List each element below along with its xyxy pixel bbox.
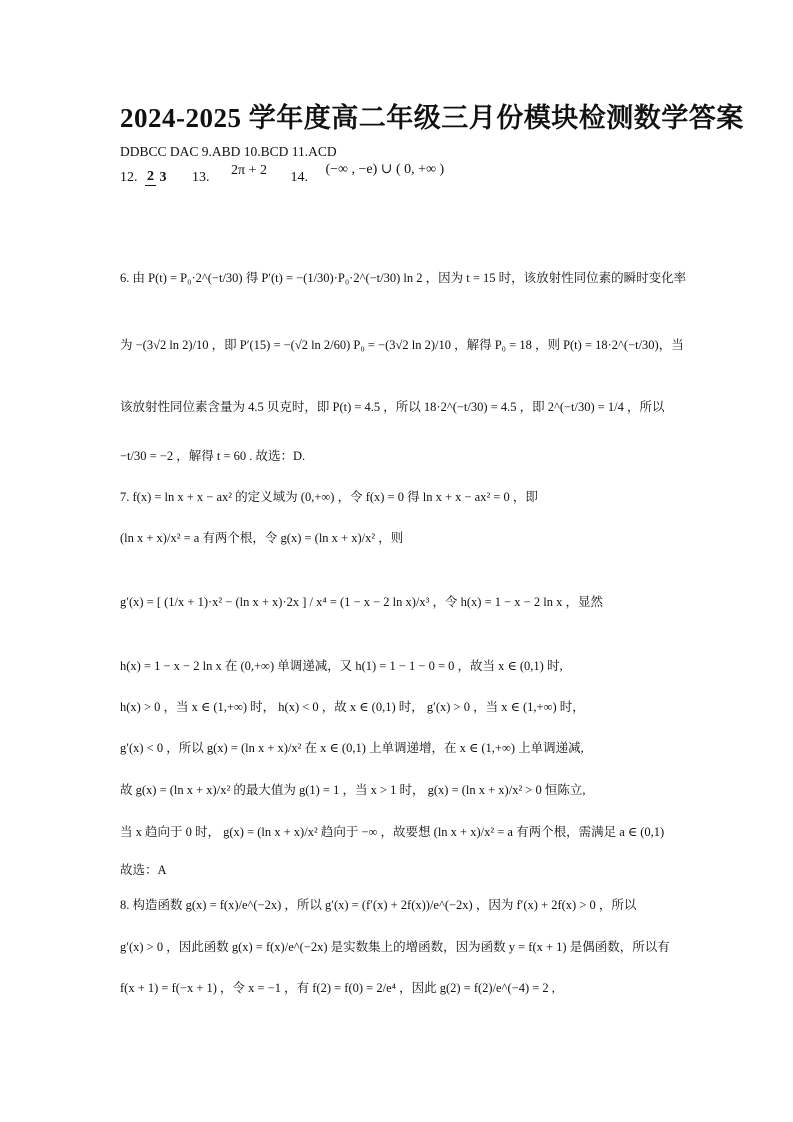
multiple-choice-answers: DDBCC DAC 9.ABD 10.BCD 11.ACD [120,144,337,159]
q12-denominator: 3 [159,169,167,185]
solution-line: (ln x + x)/x² = a 有两个根，令 g(x) = (ln x + x)/x² ，则 [120,531,404,545]
solution-line: 8. 构造函数 g(x) = f(x)/e^(−2x) ，所以 g′(x) = (f′(x) + 2f(x))/e^(−2x) ，因为 f′(x) + 2f(x) > 0 ，所以 [120,898,637,912]
solution-line: g′(x) > 0 ，因此函数 g(x) = f(x)/e^(−2x) 是实数集上的增函数，因为函数 y = f(x + 1) 是偶函数，所以有 [120,940,670,954]
solution-line: 故 g(x) = (ln x + x)/x² 的最大值为 g(1) = 1 ，当 x > 1 时， g(x) = (ln x + x)/x² > 0 恒陈立, [120,783,586,797]
solution-line: 故选：A [120,863,167,877]
q12-numerator: 2 [147,169,154,185]
solution-line: −t/30 = −2 ，解得 t = 60 . 故选：D. [120,449,306,463]
q13-label: 13. [192,170,210,185]
q14-label: 14. [290,170,308,185]
solution-line: h(x) = 1 − x − 2 ln x 在 (0,+∞) 单调递减，又 h(1) = 1 − 1 − 0 = 0 ，故当 x ∈ (0,1) 时, [120,659,563,673]
q12-fraction [145,170,167,186]
solution-line: 该放射性同位素含量为 4.5 贝克时，即 P(t) = 4.5 ，所以 18·2^(−t/30) = 4.5 ，即 2^(−t/30) = 1/4 ，所以 [120,400,665,414]
q12-label: 12. [120,170,138,185]
fill-in-answers [120,161,445,186]
solution-line: f(x + 1) = f(−x + 1) ，令 x = −1 ，有 f(2) = f(0) = 2/e⁴ ，因此 g(2) = f(2)/e^(−4) = 2 , [120,981,555,995]
solution-line: g′(x) < 0 ，所以 g(x) = (ln x + x)/x² 在 x ∈ (0,1) 上单调递增，在 x ∈ (1,+∞) 上单调递减, [120,741,584,755]
solution-line: 7. f(x) = ln x + x − ax² 的定义域为 (0,+∞) ，令 f(x) = 0 得 ln x + x − ax² = 0 ，即 [120,490,538,504]
solution-line: h(x) > 0 ，当 x ∈ (1,+∞) 时， h(x) < 0 ，故 x ∈ (0,1) 时， g′(x) > 0 ，当 x ∈ (1,+∞) 时， [120,700,585,714]
q14-answer: (−∞ , −e) ∪ ( 0, +∞ ) [325,161,445,177]
solution-line: 当 x 趋向于 0 时， g(x) = (ln x + x)/x² 趋向于 −∞ ，故要想 (ln x + x)/x² = a 有两个根，需满足 a ∈ (0,1) [120,825,665,839]
solution-line: 6. 由 P(t) = P₀·2^(−t/30) 得 P′(t) = −(1/30)·P₀·2^(−t/30) ln 2 ，因为 t = 15 时，该放射性同位素的瞬时变化率 [120,271,687,285]
page-title: 2024-2025 学年度高二年级三月份模块检测数学答案 [120,103,744,133]
q13-answer: 2π + 2 [231,163,267,178]
solution-line: g′(x) = [ (1/x + 1)·x² − (ln x + x)·2x ] / x⁴ = (1 − x − 2 ln x)/x³ ，令 h(x) = 1 − x − 2 ln x ，显然 [120,595,603,609]
solution-line: 为 −(3√2 ln 2)/10 ，即 P′(15) = −(√2 ln 2/60) P₀ = −(3√2 ln 2)/10 ，解得 P₀ = 18 ，则 P(t) = 18·2^(−t/30)，当 [120,338,684,352]
